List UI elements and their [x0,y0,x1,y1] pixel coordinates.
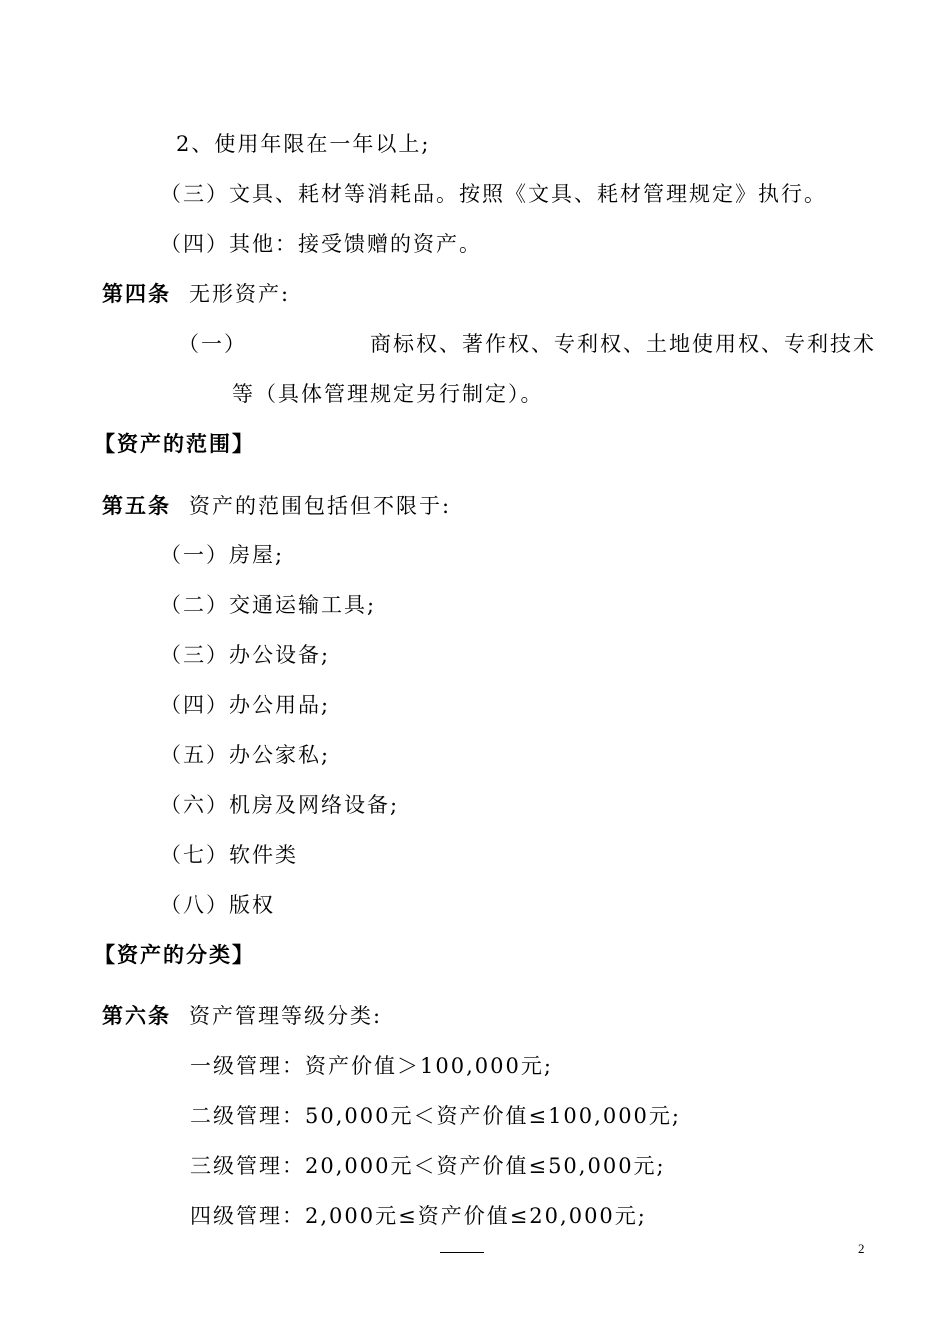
list-item-consumables: （三）文具、耗材等消耗品。按照《文具、耗材管理规定》执行。 [160,182,827,206]
intangible-item-continuation: 等（具体管理规定另行制定）。 [232,382,544,406]
intangible-item-number: （一） [178,332,247,356]
list-item-usage-period: 2、使用年限在一年以上; [176,132,431,156]
article-4 [102,281,290,307]
article-5-heading: 第五条 [102,493,171,518]
scope-item-housing: （一）房屋; [160,543,285,567]
scope-item-vehicles: （二）交通运输工具; [160,593,377,617]
footer-divider [440,1252,484,1253]
scope-item-copyright: （八）版权 [160,893,275,917]
scope-item-office-furniture: （五）办公家私; [160,743,331,767]
article-4-heading: 第四条 [102,281,171,306]
intangible-item-text: 商标权、著作权、专利权、土地使用权、专利技术 [370,332,876,356]
scope-item-server-network: （六）机房及网络设备; [160,793,400,817]
article-6-text: 资产管理等级分类: [189,1004,383,1028]
scope-item-software: （七）软件类 [160,843,298,867]
scope-item-office-equipment: （三）办公设备; [160,643,331,667]
article-6 [102,1003,382,1029]
article-4-text: 无形资产: [189,282,291,306]
list-item-other-assets: （四）其他：接受馈赠的资产。 [160,232,482,256]
class-level-3: 三级管理：20,000元＜资产价值≤50,000元; [190,1154,666,1178]
article-5 [102,493,451,519]
page-number: 2 [858,1241,865,1256]
scope-item-office-supplies: （四）办公用品; [160,693,331,717]
class-level-1: 一级管理：资产价值＞100,000元; [190,1054,553,1078]
class-level-4: 四级管理：2,000元≤资产价值≤20,000元; [190,1204,647,1228]
article-6-heading: 第六条 [102,1003,171,1028]
section-heading-asset-classification: 【资产的分类】 [94,942,255,967]
section-heading-asset-scope: 【资产的范围】 [94,431,255,456]
article-5-text: 资产的范围包括但不限于: [189,494,452,518]
class-level-2: 二级管理：50,000元＜资产价值≤100,000元; [190,1104,681,1128]
